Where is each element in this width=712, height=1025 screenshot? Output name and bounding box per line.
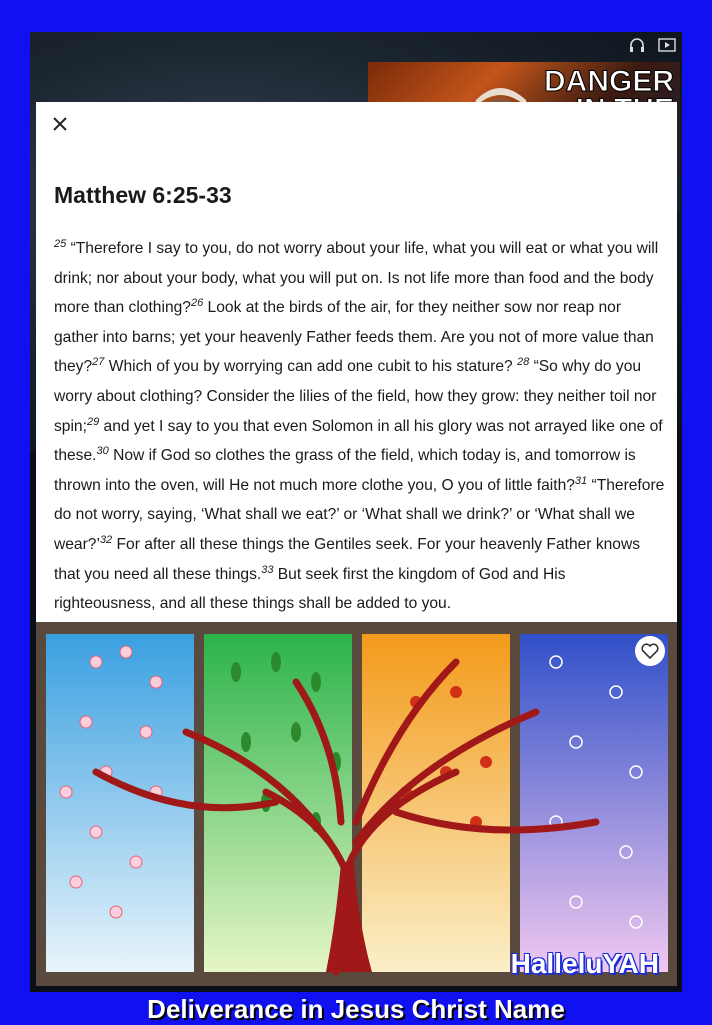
verse-text: But seek first the kingdom of God and His righteousness, and all these things shall be added to you. <box>54 565 566 613</box>
favorite-button[interactable] <box>635 636 665 666</box>
verse-text: Which of you by worrying can add one cubit to his stature? <box>104 358 517 376</box>
verse-number: 29 <box>86 415 100 428</box>
verse-text: “So why do you worry about clothing? Consider the lilies of the field, how they grow: they neither toil nor spin; <box>54 358 657 435</box>
heart-icon <box>641 643 659 659</box>
verse-number: 31 <box>574 474 588 487</box>
verse-number: 27 <box>92 356 105 369</box>
tree-illustration <box>36 622 677 986</box>
headphones-icon[interactable] <box>628 38 646 52</box>
close-icon <box>50 114 70 134</box>
verse-text: and yet I say to you that even Solomon in all his glory was not arrayed like one of these. <box>54 417 663 465</box>
verse-text: Look at the birds of the air, for they neither sow nor reap nor gather into barns; yet your heavenly Father feeds them. Are you not of more value than they? <box>54 299 654 376</box>
play-icon[interactable] <box>658 38 676 52</box>
verse-number: 32 <box>99 533 113 546</box>
image-overlay-text: HalleluYAH <box>510 948 659 979</box>
bottom-caption: Deliverance in Jesus Christ Name <box>147 994 565 1024</box>
verse-text: “Therefore I say to you, do not worry about your life, what you will eat or what you will drink; nor about your body, what you will put on. Is not life more than food and the body more than clothing? <box>54 240 659 317</box>
close-button[interactable] <box>50 114 70 134</box>
top-toolbar <box>628 38 676 52</box>
verse-number: 30 <box>96 445 109 458</box>
verse-text: For after all these things the Gentiles seek. For your heavenly Father knows that you need all these things. <box>54 535 641 583</box>
verse-card <box>36 102 677 622</box>
headline-line: DANGER <box>543 65 674 98</box>
passage-text <box>54 234 666 619</box>
four-seasons-tree-image <box>36 622 677 986</box>
verse-text: Now if God so clothes the grass of the field, which today is, and tomorrow is thrown into the oven, will He not much more clothe you, O you of little faith? <box>54 447 636 494</box>
verse-text: “Therefore do not worry, saying, ‘What shall we eat?’ or ‘What shall we drink?’ or ‘What shall we wear?’ <box>54 476 665 553</box>
verse-number: 26 <box>190 297 204 310</box>
verse-number: 25 <box>54 238 67 250</box>
verse-number: 28 <box>517 356 530 369</box>
passage-title: Matthew 6:25-33 <box>54 182 232 208</box>
verse-number: 33 <box>261 563 274 576</box>
